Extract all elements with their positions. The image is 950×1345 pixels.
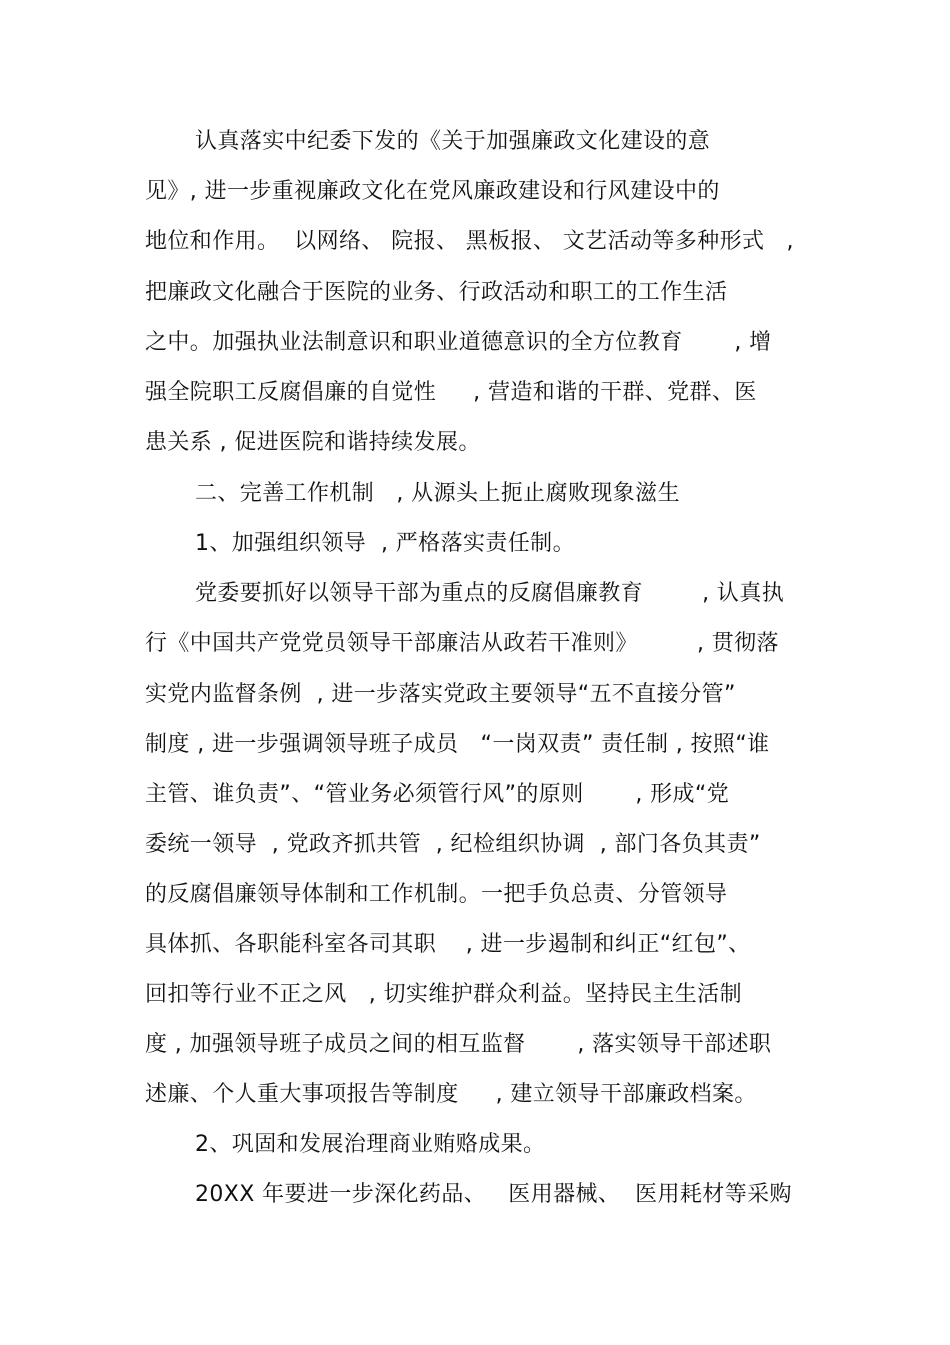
paragraph-line: 地位和作用。 以网络、 院报、 黑板报、 文艺活动等多种形式 ,: [145, 229, 794, 254]
paragraph-line: 委统一领导 , 党政齐抓共管 , 纪检组织协调 , 部门各负其责”: [145, 832, 761, 857]
subsection-heading: 2、巩固和发展治理商业贿赂成果。: [195, 1132, 546, 1157]
paragraph-line: 回扣等行业不正之风 , 切实维护群众利益。坚持民主生活制: [145, 982, 742, 1007]
paragraph-line: 之中。加强执业法制意识和职业道德意识的全方位教育 , 增: [145, 330, 772, 355]
section-heading: 二、完善工作机制 , 从源头上扼止腐败现象滋生: [195, 481, 680, 506]
paragraph-line: 认真落实中纪委下发的《关于加强廉政文化建设的意: [195, 129, 711, 154]
paragraph-line: 行《中国共产党党员领导干部廉洁从政若干准则》 , 贯彻落: [145, 631, 779, 656]
paragraph-line: 把廉政文化融合于医院的业务、行政活动和职工的工作生活: [145, 280, 728, 305]
paragraph-line: 见》, 进一步重视廉政文化在党风廉政建设和行风建设中的: [145, 179, 720, 204]
paragraph-line: 制度 , 进一步强调领导班子成员 “一岗双责” 责任制 , 按照“谁: [145, 732, 770, 757]
paragraph-line: 的反腐倡廉领导体制和工作机制。一把手负总责、分管领导: [145, 882, 728, 907]
paragraph-line: 20XX 年要进一步深化药品、 医用器械、 医用耗材等采购: [195, 1182, 792, 1207]
paragraph-line: 患关系 , 促进医院和谐持续发展。: [145, 430, 481, 455]
paragraph-line: 实党内监督条例 , 进一步落实党政主要领导“五不直接分管”: [145, 682, 736, 707]
paragraph-line: 强全院职工反腐倡廉的自觉性 , 营造和谐的干群、党群、医: [145, 380, 757, 405]
paragraph-line: 度 , 加强领导班子成员之间的相互监督 , 落实领导干部述职: [145, 1032, 772, 1057]
paragraph-line: 具体抓、各职能科室各司其职 , 进一步遏制和纠正“红包”、: [145, 932, 751, 957]
paragraph-line: 主管、谁负责”、“管业务必须管行风”的原则 , 形成“党: [145, 782, 730, 807]
paragraph-line: 述廉、个人重大事项报告等制度 , 建立领导干部廉政档案。: [145, 1082, 757, 1107]
subsection-heading: 1、加强组织领导 , 严格落实责任制。: [195, 531, 575, 556]
paragraph-line: 党委要抓好以领导干部为重点的反腐倡廉教育 , 认真执: [195, 581, 785, 606]
